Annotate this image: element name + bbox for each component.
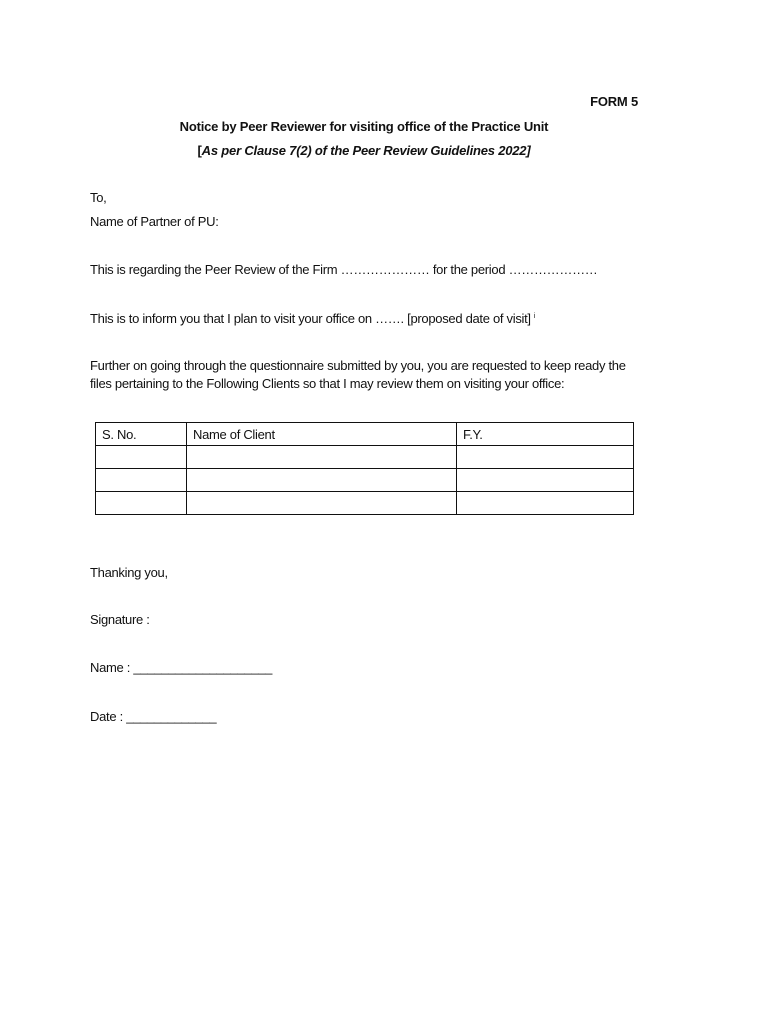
- table-row: [96, 492, 634, 515]
- table-cell[interactable]: [187, 446, 457, 469]
- table-cell[interactable]: [457, 446, 634, 469]
- table-row: [96, 469, 634, 492]
- date-line[interactable]: Date : _____________: [90, 709, 217, 724]
- signature-line[interactable]: Signature :: [90, 612, 150, 627]
- subtitle-bracket: [: [197, 143, 202, 158]
- clients-table: [95, 422, 634, 515]
- subtitle-clause: As per Clause 7(2) of the Peer Review Guidelines 2022]: [201, 143, 531, 158]
- regarding-line: This is regarding the Peer Review of the Firm ………………… for the period …………………: [90, 262, 598, 277]
- table-cell[interactable]: [96, 469, 187, 492]
- header-fy: F.Y.: [457, 423, 634, 446]
- table-cell[interactable]: [187, 469, 457, 492]
- table-row: [96, 446, 634, 469]
- table-cell[interactable]: [187, 492, 457, 515]
- table-cell[interactable]: [96, 446, 187, 469]
- table-cell[interactable]: [457, 469, 634, 492]
- header-client-name: Name of Client: [187, 423, 457, 446]
- further-paragraph: Further on going through the questionnaire submitted by you, you are requested to keep ready the files pertaining to the Following Clients so that I may review them on visiting your office:: [90, 358, 626, 391]
- table-header-row: [96, 423, 634, 446]
- closing-thanks: Thanking you,: [90, 565, 168, 580]
- salutation: To,: [90, 190, 107, 205]
- partner-name-line: Name of Partner of PU:: [90, 214, 219, 229]
- table-cell[interactable]: [457, 492, 634, 515]
- inform-text: This is to inform you that I plan to visit your office on ……. [proposed date of visit]: [90, 311, 531, 326]
- inform-line: [90, 311, 535, 326]
- document-title: Notice by Peer Reviewer for visiting office of the Practice Unit: [179, 119, 549, 134]
- table-cell[interactable]: [96, 492, 187, 515]
- document-subtitle: [0, 143, 728, 158]
- form-number: FORM 5: [590, 94, 638, 109]
- header-sno: S. No.: [96, 423, 187, 446]
- name-line[interactable]: Name : ____________________: [90, 660, 273, 675]
- endnote-reference[interactable]: i: [533, 312, 536, 320]
